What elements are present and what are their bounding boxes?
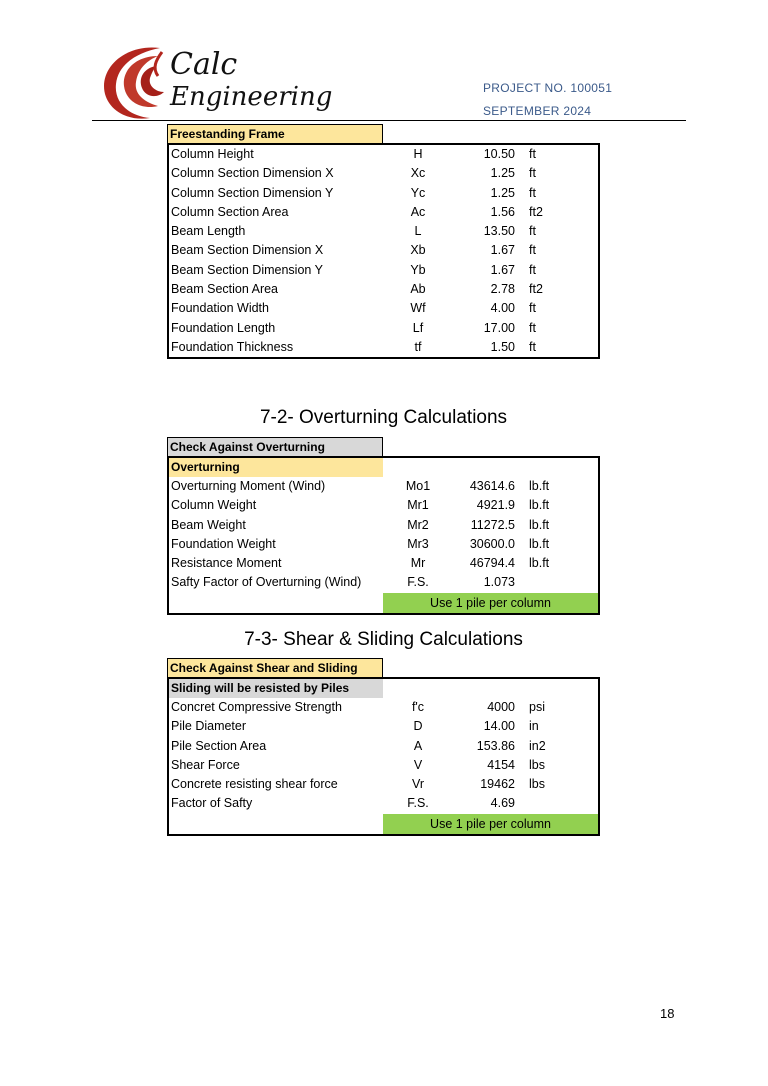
table-row (169, 496, 598, 515)
table-row (169, 775, 598, 794)
table-row (169, 516, 598, 535)
table-row (169, 203, 598, 222)
overturning-result: Use 1 pile per column (383, 593, 598, 613)
shear-sub-title: Sliding will be resisted by Piles (169, 679, 383, 698)
table-row (169, 241, 598, 260)
row-value: 19462 (480, 777, 515, 792)
row-unit: lbs (529, 757, 545, 772)
row-label: Overturning Moment (Wind) (171, 479, 326, 493)
row-value: 1.073 (483, 575, 515, 590)
row-value: 43614.6 (469, 479, 515, 493)
row-symbol: Vr (411, 777, 425, 792)
row-label: Column Section Dimension Y (171, 185, 334, 200)
overturning-sub-title: Overturning (169, 458, 383, 477)
row-value: 1.56 (490, 204, 515, 219)
row-symbol: Xb (410, 243, 426, 258)
overturning-section-title: 7-2- Overturning Calculations (259, 407, 508, 428)
table-row (169, 222, 598, 241)
shear-result: Use 1 pile per column (383, 814, 598, 834)
row-unit: ft2 (529, 204, 543, 219)
row-label: Column Section Area (171, 204, 289, 219)
row-symbol: Mr2 (407, 517, 429, 532)
project-date: SEPTEMBER 2024 (483, 104, 592, 118)
row-unit: in (529, 719, 539, 734)
row-label: Beam Weight (171, 517, 246, 532)
row-unit: ft (529, 243, 536, 258)
row-value: 1.67 (490, 262, 515, 277)
row-label: Pile Section Area (171, 738, 267, 753)
table-row (169, 164, 598, 183)
row-symbol: Mr1 (407, 498, 429, 513)
row-value: 4.00 (490, 301, 515, 316)
table-row (169, 338, 598, 357)
row-unit: lb.ft (529, 479, 550, 493)
row-label: Foundation Thickness (171, 339, 294, 354)
project-number: PROJECT NO. 100051 (483, 81, 613, 95)
row-value: 11272.5 (470, 517, 515, 532)
row-value: 46794.4 (469, 556, 515, 571)
company-logo-text (170, 48, 332, 112)
row-unit: ft (529, 320, 536, 335)
row-label: Safty Factor of Overturning (Wind) (171, 575, 362, 590)
row-value: 1.50 (490, 339, 515, 354)
row-symbol: Mo1 (405, 479, 431, 493)
row-symbol: Mr3 (407, 536, 429, 551)
row-unit: psi (529, 700, 545, 714)
row-label: Concrete resisting shear force (171, 777, 338, 792)
row-value: 1.67 (490, 243, 515, 258)
row-label: Foundation Width (171, 301, 269, 316)
row-unit: in2 (529, 738, 546, 753)
row-unit (519, 573, 589, 592)
row-symbol: F.S. (407, 575, 429, 590)
row-label: Foundation Weight (171, 536, 276, 551)
table-row (169, 554, 598, 573)
row-label: Concret Compressive Strength (171, 700, 342, 714)
row-value: 10.50 (483, 147, 515, 161)
row-symbol: Wf (410, 301, 426, 316)
row-unit: ft (529, 262, 536, 277)
frame-table (167, 143, 600, 359)
row-label: Foundation Length (171, 320, 276, 335)
row-symbol: Yb (410, 262, 426, 277)
row-label: Beam Section Area (171, 282, 279, 297)
row-symbol: Ab (410, 282, 426, 297)
row-label: Shear Force (171, 757, 240, 772)
table-row (169, 319, 598, 338)
page-number: 18 (660, 1006, 675, 1021)
shear-result-row (169, 814, 598, 834)
row-value: 14.00 (483, 719, 515, 734)
table-row (169, 477, 598, 496)
row-value: 4000 (487, 700, 515, 714)
row-symbol: Yc (410, 185, 426, 200)
row-unit: lb.ft (529, 536, 550, 551)
row-symbol: D (413, 719, 423, 734)
row-value: 4.69 (490, 796, 515, 811)
frame-table-title: Freestanding Frame (167, 124, 383, 144)
row-symbol: A (413, 738, 423, 753)
overturning-result-row (169, 593, 598, 613)
logo-line2: Engineering (170, 82, 333, 112)
row-value: 1.25 (490, 166, 515, 181)
row-value: 4154 (487, 757, 515, 772)
table-row (169, 299, 598, 318)
row-symbol: V (413, 757, 423, 772)
row-symbol: L (414, 224, 422, 239)
row-symbol: Lf (412, 320, 424, 335)
row-value: 4921.9 (476, 498, 515, 513)
table-row (169, 535, 598, 554)
shear-section-title: 7-3- Shear & Sliding Calculations (244, 629, 523, 650)
row-label: Column Height (171, 147, 254, 161)
row-unit: lb.ft (529, 498, 550, 513)
row-symbol: tf (414, 339, 422, 354)
table-row (169, 794, 598, 813)
table-row (169, 737, 598, 756)
table-row (169, 717, 598, 736)
row-symbol: Ac (410, 204, 426, 219)
row-label: Column Weight (171, 498, 257, 513)
row-label: Beam Section Dimension Y (171, 262, 323, 277)
row-label: Beam Section Dimension X (171, 243, 324, 258)
row-unit: ft (529, 339, 536, 354)
row-unit: ft (529, 166, 536, 181)
row-unit: lb.ft (529, 556, 550, 571)
row-unit: ft (529, 147, 536, 161)
shear-table (167, 677, 600, 836)
row-value: 17.00 (483, 320, 515, 335)
row-unit: ft (529, 301, 536, 316)
row-symbol: Mr (410, 556, 426, 571)
table-row (169, 756, 598, 775)
row-unit: lb.ft (529, 517, 550, 532)
row-value: 1.25 (490, 185, 515, 200)
row-unit: ft (529, 224, 536, 239)
row-label: Pile Diameter (171, 719, 247, 734)
row-unit (519, 794, 589, 813)
overturning-check-title: Check Against Overturning (167, 437, 383, 457)
shear-check-title: Check Against Shear and Sliding (167, 658, 383, 678)
overturning-table (167, 456, 600, 615)
table-row (169, 145, 598, 164)
logo-line1: Calc (170, 47, 238, 82)
table-row (169, 698, 598, 717)
row-symbol: f'c (411, 700, 425, 714)
row-value: 13.50 (483, 224, 515, 239)
row-unit: lbs (529, 777, 545, 792)
row-value: 153.86 (476, 738, 515, 753)
row-label: Factor of Safty (171, 796, 253, 811)
table-row (169, 261, 598, 280)
row-symbol: Xc (410, 166, 426, 181)
table-row (169, 280, 598, 299)
row-label: Beam Length (171, 224, 246, 239)
row-label: Resistance Moment (171, 556, 282, 571)
row-value: 2.78 (490, 282, 515, 297)
row-unit: ft (529, 185, 536, 200)
table-row (169, 573, 598, 592)
row-unit: ft2 (529, 282, 543, 297)
header-divider (92, 120, 686, 121)
row-symbol: H (413, 147, 423, 161)
row-label: Column Section Dimension X (171, 166, 334, 181)
table-row (169, 184, 598, 203)
row-symbol: F.S. (407, 796, 429, 811)
row-value: 30600.0 (469, 536, 515, 551)
